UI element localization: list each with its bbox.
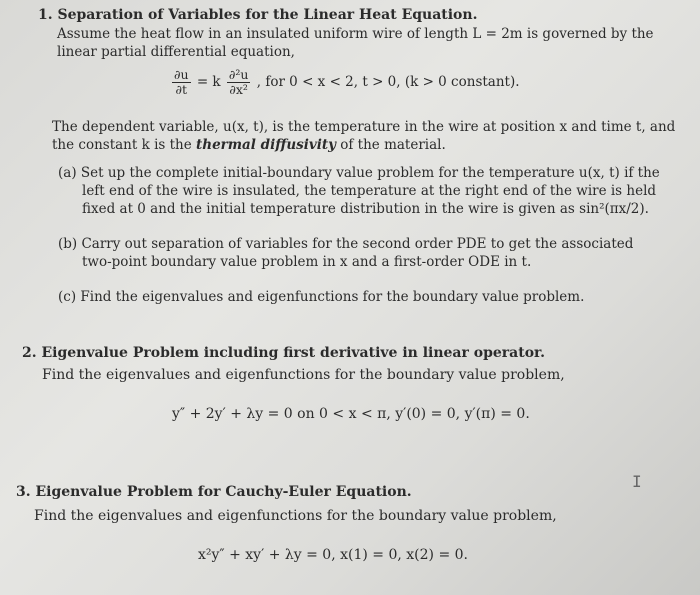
heat-equation xyxy=(170,68,520,112)
du-dt-fraction xyxy=(172,68,191,97)
problem-1-line-4 xyxy=(52,136,446,154)
part-b-line-2: two-point boundary value problem in x and a first-order ODE in t. xyxy=(82,254,532,270)
problem-2-title: 2. Eigenvalue Problem including first derivative in linear operator. xyxy=(22,345,545,361)
dx2-denominator: ∂x² xyxy=(229,82,248,97)
problem-3-title: 3. Eigenvalue Problem for Cauchy-Euler Equation. xyxy=(16,484,412,500)
equation-conditions: , for 0 < x < 2, t > 0, (k > 0 constant). xyxy=(256,74,520,90)
problem-3-line-1: Find the eigenvalues and eigenfunctions for the boundary value problem, xyxy=(34,508,557,524)
part-a-line-2: left end of the wire is insulated, the temperature at the right end of the wire is held xyxy=(82,183,657,199)
part-b-line-1: (b) Carry out separation of variables for the second order PDE to get the associated xyxy=(58,236,634,252)
problem-1-line-2: linear partial differential equation, xyxy=(57,44,295,60)
d2u-dx2-fraction xyxy=(227,68,251,97)
equals-k: = k xyxy=(196,74,221,90)
l4-part-c: of the material. xyxy=(335,137,446,153)
l4-part-a: the constant k is the xyxy=(52,137,197,153)
part-a-line-3: fixed at 0 and the initial temperature distribution in the wire is given as sin²(πx/2). xyxy=(82,201,649,217)
part-a-line-1: (a) Set up the complete initial-boundary value problem for the temperature u(x, t) if the xyxy=(58,165,660,181)
problem-1-line-3: The dependent variable, u(x, t), is the temperature in the wire at position x and time t, and xyxy=(52,119,676,135)
text-cursor-icon: I xyxy=(632,472,642,491)
problem-2-line-1: Find the eigenvalues and eigenfunctions for the boundary value problem, xyxy=(42,367,565,383)
problem-1-line-1: Assume the heat flow in an insulated uniform wire of length L = 2m is governed by the xyxy=(57,26,654,42)
dt-denominator: ∂t xyxy=(175,82,187,97)
problem-1-title: 1. Separation of Variables for the Linear Heat Equation. xyxy=(38,7,478,23)
d2u-numerator: ∂²u xyxy=(228,67,249,82)
problem-3-equation: x²y″ + xy′ + λy = 0, x(1) = 0, x(2) = 0. xyxy=(198,547,468,563)
problem-2-equation: y″ + 2y′ + λy = 0 on 0 < x < π, y′(0) = 0, y′(π) = 0. xyxy=(172,406,530,422)
du-numerator: ∂u xyxy=(174,67,189,82)
thermal-diffusivity-term: thermal diffusivity xyxy=(196,137,336,153)
part-c-line-1: (c) Find the eigenvalues and eigenfunctions for the boundary value problem. xyxy=(58,289,585,305)
